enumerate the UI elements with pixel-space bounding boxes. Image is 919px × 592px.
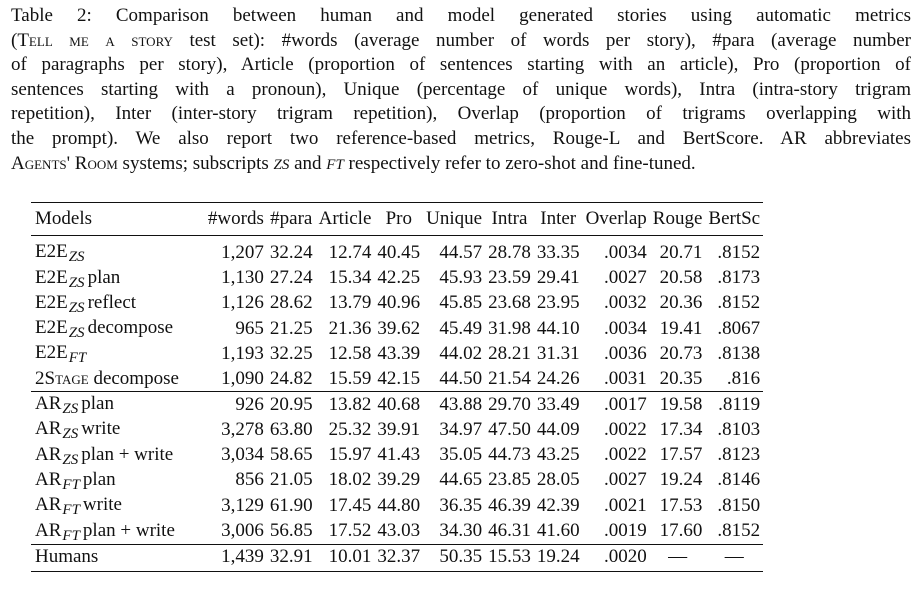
metric-cell: .0036 <box>604 342 647 364</box>
metric-cell: 32.91 <box>267 544 316 571</box>
metric-cell: 32.25 <box>269 342 313 364</box>
metric-cell: .0031 <box>604 367 647 389</box>
metric-cell: 35.05 <box>439 444 483 466</box>
model-base: AR <box>35 468 62 490</box>
metric-cell: 31.31 <box>536 342 580 364</box>
metric-cell: 32.24 <box>269 241 313 263</box>
model-base: AR <box>35 418 62 440</box>
metric-cell: 3,034 <box>221 444 264 466</box>
metric-cell: .8152 <box>717 520 761 542</box>
metric-cell: 1,193 <box>221 342 264 364</box>
model-subscript: FT <box>62 476 80 493</box>
metric-cell: 18.02 <box>328 469 372 491</box>
metric-cell: 24.26 <box>536 367 580 389</box>
table-row <box>31 236 763 266</box>
table-row <box>31 266 763 291</box>
metric-cell: 34.97 <box>439 418 483 440</box>
model-name-cell <box>31 341 205 366</box>
metric-cell: 19.41 <box>659 317 703 339</box>
metric-cell: .0020 <box>583 544 650 571</box>
model-subscript: ZS <box>68 325 85 342</box>
column-header: Intra <box>491 208 528 229</box>
metric-cell: 15.34 <box>328 267 372 289</box>
table-row <box>31 392 763 418</box>
metric-cell: 44.09 <box>536 418 580 440</box>
metric-cell: 21.36 <box>328 317 372 339</box>
model-base: E2E <box>35 241 68 263</box>
model-subscript: ZS <box>62 451 79 468</box>
metric-cell: 40.45 <box>377 241 421 263</box>
model-subscript: FT <box>62 502 80 519</box>
model-subscript: FT <box>68 350 87 367</box>
model-base: 2Stage <box>35 367 89 389</box>
model-variant: plan <box>87 266 121 288</box>
metric-cell: 43.88 <box>423 392 485 418</box>
metric-cell: 13.79 <box>328 292 372 314</box>
metric-cell: .0021 <box>604 494 647 516</box>
table-row <box>31 493 763 518</box>
column-header: Pro <box>385 208 412 229</box>
metric-cell: 56.85 <box>269 520 313 542</box>
metric-cell: 39.62 <box>377 317 421 339</box>
metric-cell: 45.49 <box>439 317 483 339</box>
metric-cell: 1,207 <box>221 241 264 263</box>
metric-cell: 44.10 <box>536 317 580 339</box>
metric-cell: 45.93 <box>439 267 483 289</box>
column-header: BertSc <box>708 208 761 229</box>
table-row <box>31 544 763 571</box>
column-header: Rouge <box>652 208 703 229</box>
metric-cell: 40.68 <box>374 392 423 418</box>
metric-cell: 17.57 <box>659 444 703 466</box>
metric-cell: .8138 <box>717 342 761 364</box>
metric-cell: 1,090 <box>221 367 264 389</box>
metric-cell: 3,278 <box>221 418 264 440</box>
model-subscript: ZS <box>68 249 85 266</box>
metric-cell: 43.03 <box>377 520 421 542</box>
metric-cell: 17.60 <box>659 520 703 542</box>
metric-cell: 25.32 <box>328 418 372 440</box>
metric-cell: 29.41 <box>536 267 580 289</box>
metric-cell: 12.74 <box>328 241 372 263</box>
metric-cell: .0034 <box>604 317 647 339</box>
model-name-cell <box>31 443 205 468</box>
model-variant: plan + write <box>81 443 174 465</box>
model-name-cell <box>31 392 205 418</box>
results-table <box>31 202 763 572</box>
metric-cell: 15.97 <box>328 444 372 466</box>
metric-cell: 28.62 <box>269 292 313 314</box>
metric-cell: .8067 <box>717 317 761 339</box>
model-base: E2E <box>35 317 68 339</box>
metric-cell: 44.73 <box>488 444 531 466</box>
metric-cell: 44.50 <box>439 367 483 389</box>
metric-cell: 28.21 <box>488 342 531 364</box>
metric-cell: .8146 <box>717 469 761 491</box>
model-name-cell <box>31 266 205 291</box>
metric-cell: 10.01 <box>316 544 375 571</box>
metric-cell: 856 <box>235 469 264 491</box>
model-subscript: ZS <box>68 299 85 316</box>
metric-cell: 42.25 <box>377 267 421 289</box>
metric-cell: 28.05 <box>536 469 580 491</box>
metric-cell: 41.43 <box>377 444 421 466</box>
metric-cell: 29.70 <box>485 392 534 418</box>
model-name-cell <box>31 493 205 518</box>
column-header: Article <box>318 208 372 229</box>
metric-cell: 33.49 <box>534 392 583 418</box>
model-name-cell <box>31 316 205 341</box>
metric-cell: 45.85 <box>439 292 483 314</box>
model-variant: plan <box>81 393 114 415</box>
metric-cell: .8173 <box>717 267 761 289</box>
metric-cell: 1,126 <box>221 292 264 314</box>
model-variant: write <box>81 418 121 440</box>
metric-cell: 3,129 <box>221 494 264 516</box>
metric-cell: 23.59 <box>488 267 531 289</box>
metric-cell: 44.02 <box>439 342 483 364</box>
metric-cell: .0027 <box>604 267 647 289</box>
header-row <box>31 203 763 236</box>
table-body <box>31 236 763 572</box>
metric-cell: 20.73 <box>659 342 703 364</box>
metric-cell: 34.30 <box>439 520 483 542</box>
model-name-cell <box>31 236 205 266</box>
metric-cell: .0022 <box>604 444 647 466</box>
column-header: #words <box>207 208 264 229</box>
metric-cell: 43.39 <box>377 342 421 364</box>
column-header: Models <box>35 208 92 229</box>
model-name-cell <box>31 367 205 392</box>
model-base: E2E <box>35 291 68 313</box>
model-name-cell <box>31 417 205 442</box>
metric-cell: 39.29 <box>377 469 421 491</box>
table-row <box>31 468 763 493</box>
metric-cell: .0032 <box>604 292 647 314</box>
system-name: Agents' Room <box>11 152 118 174</box>
model-subscript: ZS <box>62 426 79 443</box>
metric-cell: 12.58 <box>328 342 372 364</box>
metric-cell: 1,439 <box>205 544 267 571</box>
model-name-cell <box>31 468 205 493</box>
metric-cell: 15.59 <box>328 367 372 389</box>
metric-cell: 21.25 <box>269 317 313 339</box>
metric-cell: .8103 <box>717 418 761 440</box>
metric-cell: 28.78 <box>488 241 531 263</box>
metric-cell: 21.05 <box>269 469 313 491</box>
caption-line-1: Table 2: Comparison between human and model generated stories using automatic metrics <box>11 5 911 26</box>
model-variant: write <box>82 494 122 516</box>
metric-cell: 61.90 <box>269 494 313 516</box>
metric-cell: 17.34 <box>659 418 703 440</box>
caption-line-6: the prompt). We also report two reference-based metrics, Rouge-L and BertScore. AR abbreviates <box>11 127 911 149</box>
metric-cell: — <box>650 544 706 571</box>
metric-cell: 58.65 <box>269 444 313 466</box>
metric-cell: 39.91 <box>377 418 421 440</box>
metric-cell: .8119 <box>705 392 763 418</box>
metric-cell: 42.39 <box>536 494 580 516</box>
caption-line-5: repetition), Inter (inter-story trigram repetition), Overlap (proportion of trigrams overlapping with <box>11 103 911 125</box>
metric-cell: 20.95 <box>267 392 316 418</box>
metric-cell: 15.53 <box>485 544 534 571</box>
metric-cell: 965 <box>235 317 264 339</box>
metric-cell: 20.36 <box>659 292 703 314</box>
metric-cell: 36.35 <box>439 494 483 516</box>
model-name-cell <box>31 291 205 316</box>
metric-cell: 19.58 <box>650 392 706 418</box>
model-base: AR <box>35 393 62 415</box>
metric-cell: 23.68 <box>488 292 531 314</box>
metric-cell: .0034 <box>604 241 647 263</box>
metric-cell: 43.25 <box>536 444 580 466</box>
column-header: #para <box>270 208 313 229</box>
metric-cell: 44.80 <box>377 494 421 516</box>
model-base: AR <box>35 443 62 465</box>
table-row <box>31 443 763 468</box>
metric-cell: — <box>705 544 763 571</box>
metric-cell: 46.39 <box>488 494 531 516</box>
model-variant: decompose <box>87 317 174 339</box>
table-caption <box>11 4 911 177</box>
caption-line-4: sentences starting with a pronoun), Unique (percentage of unique words), Intra (intra-story trigram <box>11 78 911 100</box>
column-header: Inter <box>540 208 577 229</box>
metric-cell: 20.58 <box>659 267 703 289</box>
table-row <box>31 519 763 545</box>
metric-cell: .0027 <box>604 469 647 491</box>
model-subscript: ZS <box>62 401 79 418</box>
metric-cell: 17.45 <box>328 494 372 516</box>
metric-cell: 1,130 <box>221 267 264 289</box>
metric-cell: 47.50 <box>488 418 531 440</box>
metric-cell: 33.35 <box>536 241 580 263</box>
metric-cell: 24.82 <box>269 367 313 389</box>
metric-cell: 3,006 <box>221 520 264 542</box>
metric-cell: 50.35 <box>423 544 485 571</box>
model-name-cell <box>31 544 205 571</box>
model-variant: reflect <box>87 291 137 313</box>
model-variant: plan <box>82 468 116 490</box>
table-row <box>31 417 763 442</box>
metric-cell: 17.52 <box>328 520 372 542</box>
model-base: E2E <box>35 342 68 364</box>
dataset-name: Tell me a story <box>17 29 173 51</box>
model-subscript: FT <box>62 527 80 544</box>
model-base: AR <box>35 519 62 541</box>
metric-cell: 31.98 <box>488 317 531 339</box>
metric-cell: 44.65 <box>439 469 483 491</box>
table-row <box>31 291 763 316</box>
metric-cell: .8123 <box>717 444 761 466</box>
metric-cell: .8152 <box>717 241 761 263</box>
column-header: Overlap <box>585 208 647 229</box>
metric-cell: 20.71 <box>659 241 703 263</box>
metric-cell: 926 <box>205 392 267 418</box>
model-base: AR <box>35 494 62 516</box>
model-base: E2E <box>35 266 68 288</box>
metric-cell: 17.53 <box>659 494 703 516</box>
column-header: Unique <box>426 208 483 229</box>
metric-cell: .0019 <box>604 520 647 542</box>
table-row <box>31 341 763 366</box>
table-row <box>31 316 763 341</box>
model-variant: plan + write <box>82 519 175 541</box>
metric-cell: 46.31 <box>488 520 531 542</box>
metric-cell: .0022 <box>604 418 647 440</box>
metric-cell: 63.80 <box>269 418 313 440</box>
metric-cell: 40.96 <box>377 292 421 314</box>
metric-cell: 41.60 <box>536 520 580 542</box>
metric-cell: 32.37 <box>374 544 423 571</box>
metric-cell: .816 <box>726 367 761 389</box>
metric-cell: .8150 <box>717 494 761 516</box>
metric-cell: 19.24 <box>534 544 583 571</box>
metric-cell: 21.54 <box>488 367 531 389</box>
model-variant: decompose <box>88 367 179 389</box>
caption-line-2: (Tell me a story test set): #words (average number of words per story), #para (average number <box>11 29 912 51</box>
metric-cell: .8152 <box>717 292 761 314</box>
metric-cell: 44.57 <box>439 241 483 263</box>
table-row <box>31 367 763 392</box>
metric-cell: 23.95 <box>536 292 580 314</box>
metric-cell: 27.24 <box>269 267 313 289</box>
metric-cell: 19.24 <box>659 469 703 491</box>
model-name-cell <box>31 519 205 545</box>
caption-line-3: of paragraphs per story), Article (proportion of sentences starting with an article), Pro (proportion of <box>11 54 911 76</box>
caption-line-7: Agents' Room systems; subscripts ZS and FT respectively refer to zero-shot and fine-tuned. <box>11 152 696 174</box>
metric-cell: 13.82 <box>316 392 375 418</box>
metric-cell: 23.85 <box>488 469 531 491</box>
metric-cell: 42.15 <box>377 367 421 389</box>
model-subscript: ZS <box>68 274 85 291</box>
model-base: Humans <box>35 545 99 567</box>
metric-cell: 20.35 <box>659 367 703 389</box>
metric-cell: .0017 <box>583 392 650 418</box>
